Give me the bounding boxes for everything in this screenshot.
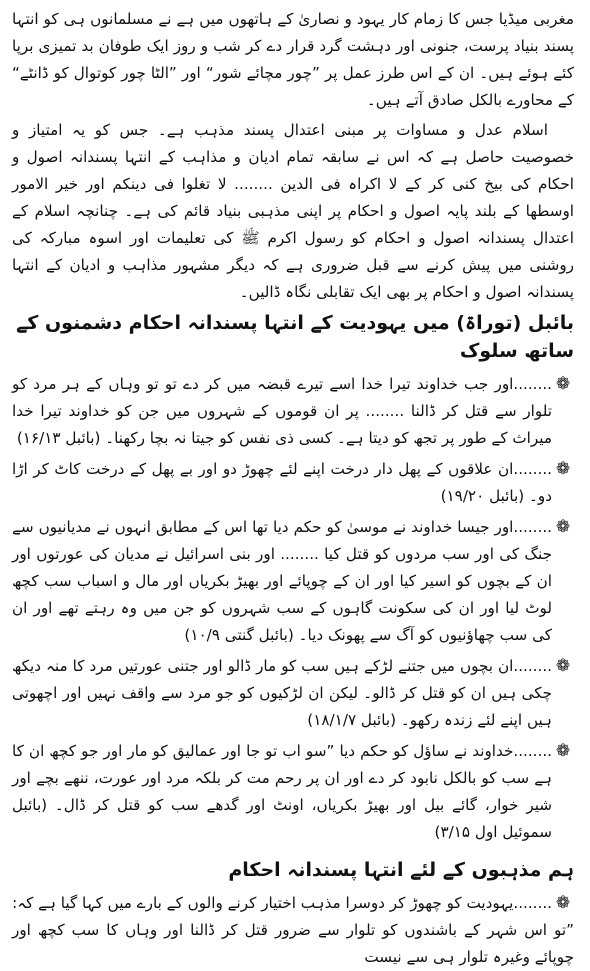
quote-body: ........ان علاقوں کے پھل دار درخت اپنے لئے چھوڑ دو اور بے پھل کے درخت کاٹ کر اڑا دو۔	[12, 460, 552, 505]
quote-body: ........خداوند نے ساؤل کو حکم دیا ”سو اب تو جا اور عمالیق کو مار اور جو کچھ ان کا ہے سب کو بالکل نابود کر دے اور ان پر رحم مت کر بلکہ مرد اور عورت، ننھے بچے اور شیر خوار، گائے بیل اور بھیڑ بکریاں، اونٹ اور گدھے سب کو قتل کر ڈال۔	[12, 742, 553, 814]
quote-body: ........اور جب خداوند تیرا خدا اسے تیرے قبضہ میں کر دے تو تو وہاں کے ہر مرد کو تلوار سے قتل کر ڈالنا ........ پر ان قوموں کے شہروں میں جن کو خداوند تیرا خدا میراث کے طور پر تجھ کو دیتا ہے۔ کسی ذی نفس کو جیتا نہ بچا رکھنا۔	[12, 375, 552, 447]
flower-ornament-icon: ❁	[555, 374, 571, 394]
intro-paragraph-2: اسلام عدل و مساوات پر مبنی اعتدال پسند مذہب ہے۔ جس کو یہ امتیاز و خصوصیت حاصل ہے کہ اس نے سابقہ تمام ادیان و مذاہب کے انتہا پسندانہ اصول و احکام کی بیخ کنی کر کے لا اکراہ فی الدین ........ لا تغلوا فی دینکم اور خیر الامور اوسطھا کے بلند پایہ اصول و احکام پر اپنی مذہبی بنیاد قائم کی ہے۔ چنانچہ اسلام کے اعتدال پسندانہ اصول و احکام کو رسول اکرم ﷺ کی تعلیمات اور اسوہ مبارکہ کی روشنی میں پیش کرنے سے قبل ضروری ہے کہ دیگر مشہور مذاہب و ادیان کے انتہا پسندانہ اصول و احکام پر بھی ایک تقابلی نگاہ ڈالیں۔	[12, 121, 574, 301]
bible-quote-text	[12, 738, 552, 846]
flower-ornament-icon: ❁	[555, 517, 571, 537]
bible-quote-text	[12, 371, 552, 452]
bible-quote-item	[12, 890, 574, 917]
bible-quote-item	[12, 738, 574, 846]
bible-quote-item	[12, 456, 574, 510]
bible-quote-text: ........یہودیت کو چھوڑ کر دوسرا مذہب اختیار کرنے والوں کے بارے میں کہا گیا ہے کہ:	[12, 894, 552, 912]
bible-quote-item	[12, 514, 574, 649]
section-heading-coreligionists: ہم مذہبوں کے لئے انتہا پسندانہ احکام	[228, 859, 574, 881]
bible-quote-text	[12, 456, 552, 510]
quote-reference: (بائبل سموئیل اول ۳/۱۵)	[12, 796, 552, 841]
quote-reference: (بائبل ۱۹/۲۰)	[440, 487, 525, 505]
bible-quote-text	[12, 514, 552, 649]
closing-quote-line: ”تو اس شہر کے باشندوں کو تلوار سے ضرور قتل کر ڈالنا اور وہاں کا سب کچھ اور چوپائے وغیرہ تلوار ہی سے نیست	[12, 921, 574, 966]
quote-reference: (بائبل گنتی ۱۰/۹)	[184, 626, 294, 644]
flower-ornament-icon: ❁	[555, 459, 571, 479]
flower-ornament-icon: ❁	[555, 893, 571, 913]
bible-quote-item	[12, 371, 574, 452]
quote-reference: (بائبل ۱۸/۱/۷)	[307, 711, 397, 729]
flower-ornament-icon: ❁	[555, 656, 571, 676]
quote-reference: (بائبل ۱۶/۱۳)	[16, 429, 101, 447]
quote-body: ........ان بچوں میں جتنے لڑکے ہیں سب کو مار ڈالو اور جتنی عورتیں مرد کا منہ دیکھ چکی ہیں ان کو قتل کر ڈالو۔ لیکن ان لڑکیوں کو جو مرد سے واقف نہیں اور اچھوتی ہیں اپنے لئے زندہ رکھو۔	[12, 657, 552, 729]
section-heading-bible-judaism: بائبل (توراۃ) میں یہودیت کے انتہا پسندانہ احکام دشمنوں کے ساتھ سلوک	[16, 312, 574, 362]
bible-quote-item	[12, 653, 574, 734]
quote-body: ........اور جیسا خداوند نے موسیٰ کو حکم دیا تھا اس کے مطابق انہوں نے مدیانیوں سے جنگ کی اور سب مردوں کو قتل کیا ........ اور بنی اسرائیل نے مدیان کی عورتوں اور ان کے بچوں کو اسیر کیا اور ان کے چوپائے اور بھیڑ بکریاں اور مال و اسباب سب کچھ لوٹ لیا اور ان کی سکونت گاہوں کے سب شہروں کو جن میں وہ رہتے تھے اور ان کی سب چھاؤنیوں کو آگ سے پھونک دیا۔	[12, 518, 552, 644]
flower-ornament-icon: ❁	[555, 741, 571, 761]
intro-paragraph-1: مغربی میڈیا جس کا زمام کار یہود و نصاریٰ کے ہاتھوں میں ہے نے مسلمانوں ہی کو انتہا پسند بنیاد پرست، جنونی اور دہشت گرد قرار دے کر شب و روز ایک طوفان بد تمیزی برپا کئے ہوئے ہیں۔ ان کے اس طرز عمل پر ”چور مچائے شور“ اور ”الٹا چور کوتوال کو ڈانٹے“ کے محاورے بالکل صادق آتے ہیں۔	[12, 10, 574, 109]
bible-quote-text	[12, 653, 552, 734]
